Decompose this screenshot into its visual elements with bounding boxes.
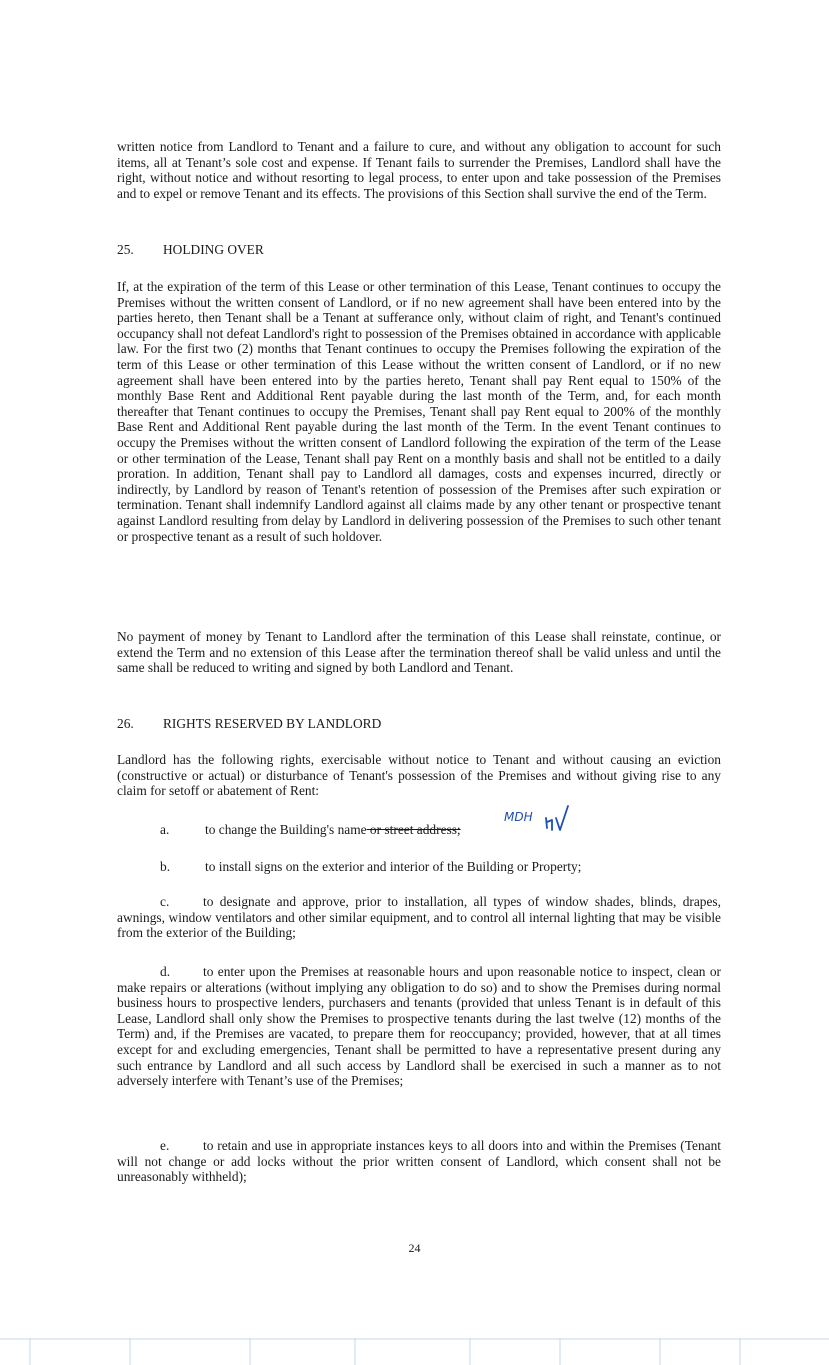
- section-25-heading: [117, 242, 264, 258]
- section-26-title: RIGHTS RESERVED BY LANDLORD: [163, 716, 382, 731]
- list-item-letter: c.: [160, 894, 170, 909]
- list-item-text: to install signs on the exterior and interior of the Building or Property;: [205, 859, 582, 874]
- section-25-paragraph-1: If, at the expiration of the term of this Lease or other termination of this Lease, Tenant continues to occupy the Premises without the written consent of Landlord, or if no new agreement shall have been entered into by the parties hereto, then Tenant shall be a Tenant at sufferance only, without claim of right, and Tenant's continued occupancy shall not defeat Landlord's right to possession of the Premises obtained in accordance with applicable law. For the first two (2) months that Tenant continues to occupy the Premises following the expiration of the term of this Lease or other termination of this Lease without the written consent of Landlord, or if no new agreement shall have been entered into by the parties hereto, Tenant shall pay Rent equal to 150% of the monthly Base Rent and Additional Rent payable during the last month of the Term, and, for each month thereafter that Tenant continues to occupy the Premises, Tenant shall pay Rent equal to 200% of the monthly Base Rent and Additional Rent payable during the last month of the Term. In the event Tenant continues to occupy the Premises without the written consent of Landlord following the expiration of the term of the Lease or other termination of the Lease, Tenant shall pay Rent on a monthly basis and shall not be entitled to a daily proration. In addition, Tenant shall pay to Landlord all damages, costs and expenses incurred, directly or indirectly, by Landlord by reason of Tenant's retention of possession of the Premises after such expiration or termination. Tenant shall indemnify Landlord against all claims made by any other tenant or prospective tenant against Landlord resulting from delay by Landlord in delivering possession of the Premises to such other tenant or prospective tenant as a result of such holdover.: [117, 279, 721, 544]
- list-item-c: [117, 894, 721, 941]
- list-item-letter: e.: [160, 1138, 170, 1153]
- initials-text: MDH: [504, 810, 533, 824]
- handwritten-initials: [500, 800, 570, 836]
- list-item-text: to change the Building's name: [205, 822, 367, 837]
- list-item-text: to designate and approve, prior to installation, all types of window shades, blinds, drapes, awnings, window ventilators and other similar equipment, and to control all internal lighting that may be visible from the exterior of the Building;: [117, 894, 721, 941]
- section-26-heading: [117, 716, 381, 732]
- section-26-number: 26.: [117, 716, 134, 731]
- struck-text: or street address;: [366, 822, 461, 837]
- page-number: 24: [408, 1241, 421, 1255]
- handwritten-mark: [504, 806, 568, 830]
- section-26-intro: Landlord has the following rights, exercisable without notice to Tenant and without causing an eviction (constructive or actual) or disturbance of Tenant's possession of the Premises and without giving rise to any claim for setoff or abatement of Rent:: [117, 752, 721, 799]
- section-25-number: 25.: [117, 242, 134, 257]
- list-item-e: [117, 1138, 721, 1185]
- list-item-letter: b.: [160, 859, 171, 874]
- list-item-a: [117, 822, 721, 838]
- intro-paragraph: written notice from Landlord to Tenant and a failure to cure, and without any obligation to account for such items, all at Tenant’s sole cost and expense. If Tenant fails to surrender the Premises, Landlord shall have the right, without notice and without resorting to legal process, to enter upon and take possession of the Premises and to expel or remove Tenant and its effects. The provisions of this Section shall survive the end of the Term.: [117, 139, 721, 201]
- list-item-d: [117, 964, 721, 1089]
- list-item-letter: a.: [160, 822, 170, 837]
- list-item-b: [117, 859, 721, 875]
- section-25-title: HOLDING OVER: [163, 242, 264, 257]
- list-item-letter: d.: [160, 964, 171, 979]
- list-item-text: to enter upon the Premises at reasonable hours and upon reasonable notice to inspect, clean or make repairs or alterations (without implying any obligation to do so) and to show the Premises during normal business hours to prospective lenders, purchasers and tenants (provided that unless Tenant is in default of this Lease, Landlord shall only show the Premises to prospective tenants during the last twelve (12) months of the Term) and, if the Premises are vacated, to prepare them for reoccupancy; provided, however, that at all times except for and excluding emergencies, Tenant shall be permitted to have a representative present during any such entrance by Landlord and all such access by Landlord shall be exercised in such a manner as to not adversely interfere with Tenant’s use of the Premises;: [117, 964, 721, 1089]
- section-25-paragraph-2: No payment of money by Tenant to Landlord after the termination of this Lease shall reinstate, continue, or extend the Term and no extension of this Lease after the termination thereof shall be valid unless and until the same shall be reduced to writing and signed by both Landlord and Tenant.: [117, 629, 721, 676]
- list-item-text: to retain and use in appropriate instances keys to all doors into and within the Premises (Tenant will not change or add locks without the prior written consent of Landlord, which consent shall not be unreasonably withheld);: [117, 1138, 721, 1185]
- scan-artifact: [0, 1338, 829, 1365]
